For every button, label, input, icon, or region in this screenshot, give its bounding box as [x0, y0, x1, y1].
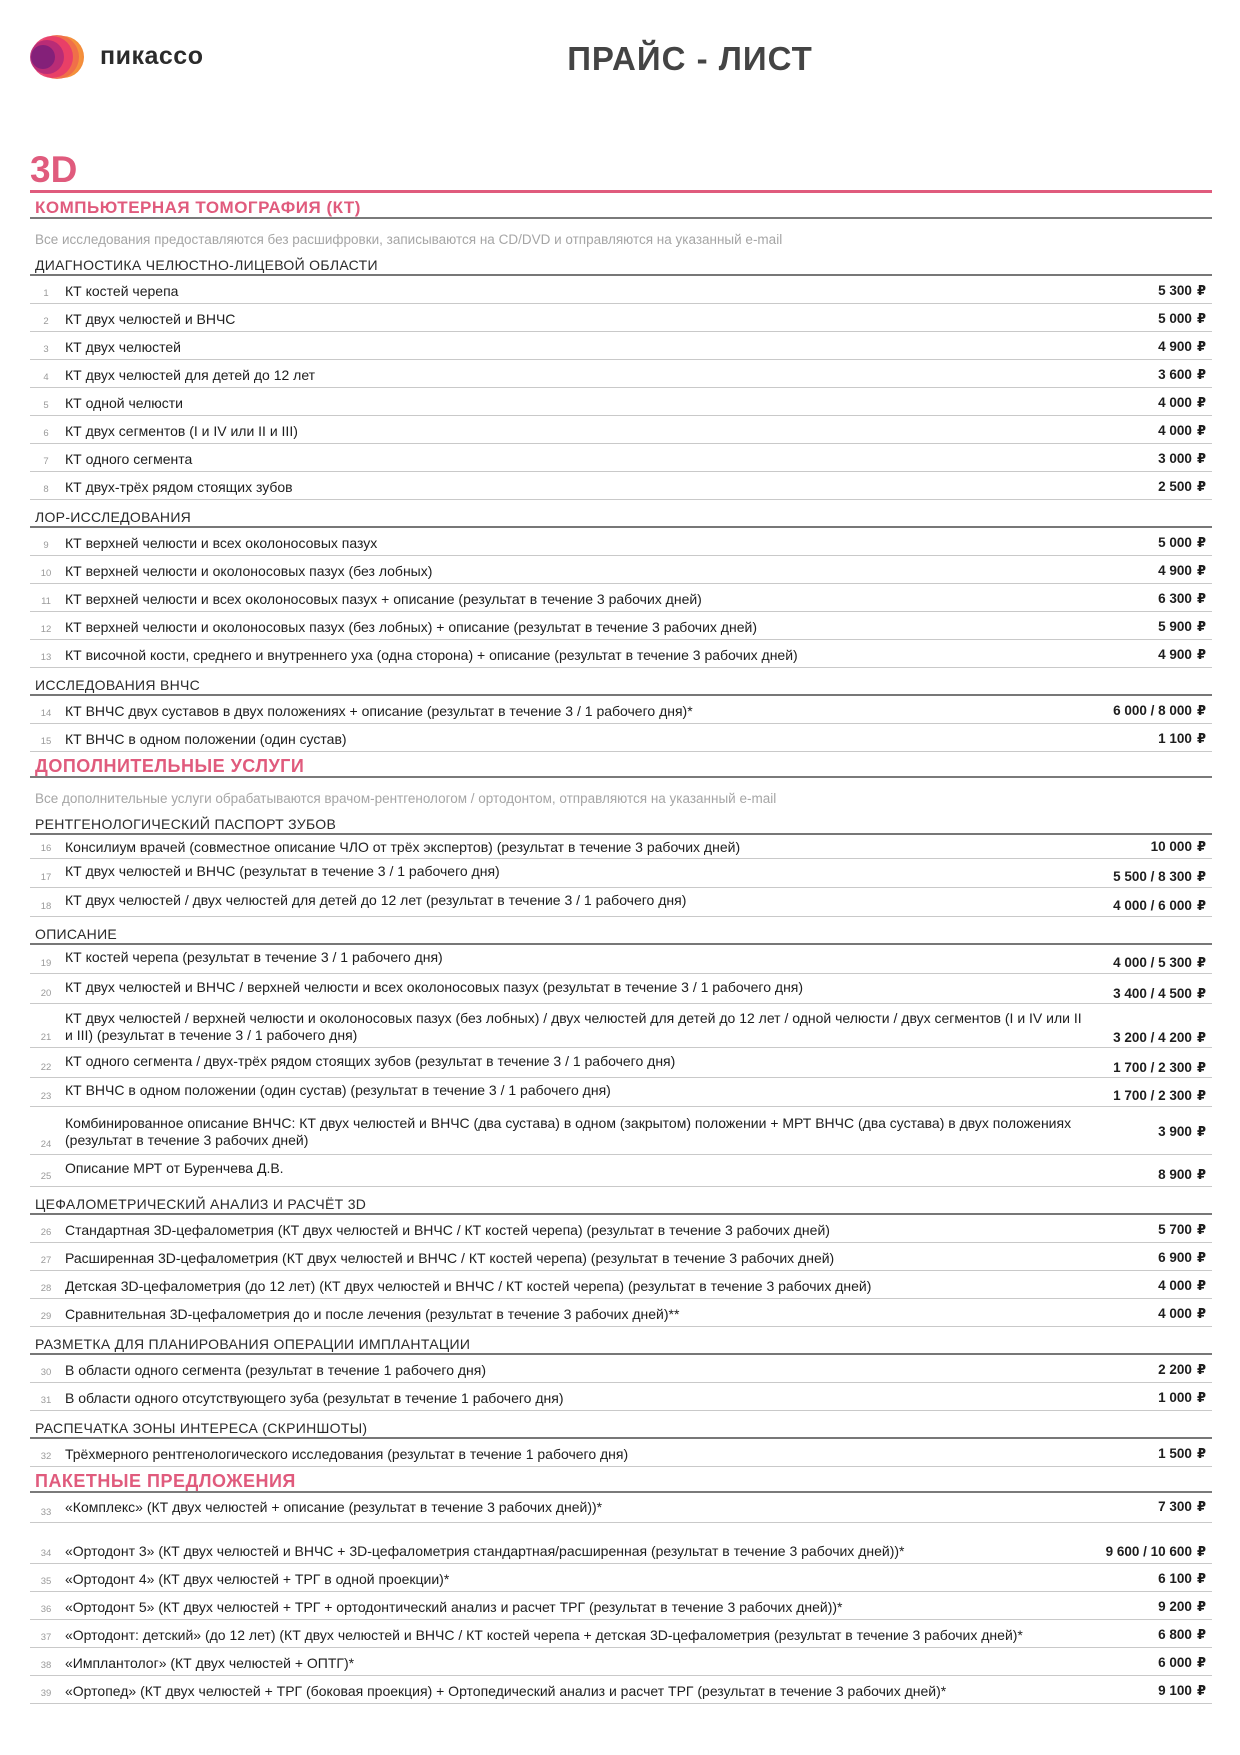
service-price	[1158, 1278, 1206, 1294]
service-description: КТ ВНЧС двух суставов в двух положениях + описание (результат в течение 3 / 1 рабочего дня)*	[65, 703, 693, 719]
price-value: 1 700 / 2 300	[1113, 1060, 1192, 1075]
ruble-icon: ₽	[1196, 395, 1206, 410]
price-value: 1 000	[1158, 1390, 1192, 1405]
price-row	[30, 1215, 1212, 1243]
service-description: «Ортопед» (КТ двух челюстей + ТРГ (боковая проекция) + Ортопедический анализ и расчет ТРГ (результат в течение 3 рабочих дней)*	[65, 1683, 947, 1699]
service-description: «Ортодонт 3» (КТ двух челюстей и ВНЧС + 3D-цефалометрия стандартная/расширенная (результат в течение 3 рабочих дней))*	[65, 1543, 905, 1559]
group-title: ЦЕФАЛОМЕТРИЧЕСКИЙ АНАЛИЗ И РАСЧЁТ 3D	[30, 1187, 1212, 1215]
price-value: 6 900	[1158, 1250, 1192, 1265]
price-value: 4 000	[1158, 395, 1192, 410]
row-number: 27	[40, 1255, 52, 1266]
price-value: 4 900	[1158, 339, 1192, 354]
ruble-icon: ₽	[1196, 1655, 1206, 1670]
row-number: 17	[40, 872, 52, 883]
service-price	[1158, 1390, 1206, 1406]
row-number: 38	[40, 1660, 52, 1671]
price-row	[30, 1592, 1212, 1620]
price-value: 6 000	[1158, 1655, 1192, 1670]
service-price	[1158, 1683, 1206, 1699]
ruble-icon: ₽	[1196, 986, 1206, 1001]
service-description: КТ двух сегментов (I и IV или II и III)	[65, 423, 298, 439]
service-description: «Ортодонт 5» (КТ двух челюстей + ТРГ + ортодонтический анализ и расчет ТРГ (результат в течение 3 рабочих дней))*	[65, 1599, 843, 1615]
price-value: 6 800	[1158, 1627, 1192, 1642]
ruble-icon: ₽	[1196, 479, 1206, 494]
group-title: ИССЛЕДОВАНИЯ ВНЧС	[30, 668, 1212, 696]
service-price	[1158, 395, 1206, 411]
ruble-icon: ₽	[1196, 1499, 1206, 1514]
service-price	[1158, 1222, 1206, 1238]
service-price	[1158, 1167, 1206, 1183]
price-value: 6 300	[1158, 591, 1192, 606]
price-row	[30, 1078, 1212, 1107]
ruble-icon: ₽	[1196, 591, 1206, 606]
price-row	[30, 1271, 1212, 1299]
ruble-icon: ₽	[1196, 563, 1206, 578]
ruble-icon: ₽	[1196, 1446, 1206, 1461]
row-number: 7	[43, 456, 49, 467]
ruble-icon: ₽	[1196, 1222, 1206, 1237]
row-number: 22	[40, 1062, 52, 1073]
ruble-icon: ₽	[1196, 647, 1206, 662]
price-row	[30, 1676, 1212, 1704]
service-description: КТ костей черепа	[65, 283, 179, 299]
row-number: 26	[40, 1227, 52, 1238]
price-value: 9 600 / 10 600	[1105, 1544, 1192, 1559]
service-description: «Ортодонт: детский» (до 12 лет) (КТ двух челюстей и ВНЧС / КТ костей черепа + детская 3D-цефалометрия (результат в течение 3 рабочих дней)*	[65, 1627, 1023, 1643]
service-price	[1113, 986, 1206, 1002]
service-price	[1158, 339, 1206, 355]
group-title: ДИАГНОСТИКА ЧЕЛЮСТНО-ЛИЦЕВОЙ ОБЛАСТИ	[30, 248, 1212, 276]
service-price	[1113, 898, 1206, 914]
ruble-icon: ₽	[1196, 898, 1206, 913]
row-number: 25	[40, 1171, 52, 1182]
service-description: Трёхмерного рентгенологического исследования (результат в течение 1 рабочего дня)	[65, 1446, 629, 1462]
price-row	[30, 332, 1212, 360]
price-row	[30, 724, 1212, 752]
service-price	[1158, 311, 1206, 327]
ruble-icon: ₽	[1196, 1544, 1206, 1559]
ruble-icon: ₽	[1196, 1571, 1206, 1586]
service-description: КТ одного сегмента / двух-трёх рядом стоящих зубов (результат в течение 3 / 1 рабочего дня)	[65, 1053, 676, 1069]
ruble-icon: ₽	[1196, 423, 1206, 438]
service-price	[1158, 479, 1206, 495]
ruble-icon: ₽	[1196, 1599, 1206, 1614]
row-number: 32	[40, 1451, 52, 1462]
price-value: 3 000	[1158, 451, 1192, 466]
price-row	[30, 1243, 1212, 1271]
row-number: 14	[40, 708, 52, 719]
price-value: 1 700 / 2 300	[1113, 1088, 1192, 1103]
service-price	[1158, 1362, 1206, 1378]
price-list	[30, 150, 1212, 1704]
row-number: 12	[40, 624, 52, 635]
service-price	[1106, 1544, 1206, 1560]
row-number: 34	[40, 1548, 52, 1559]
price-value: 3 600	[1158, 367, 1192, 382]
service-description: КТ двух челюстей и ВНЧС (результат в течение 3 / 1 рабочего дня)	[65, 863, 500, 879]
service-description: КТ одной челюсти	[65, 395, 183, 411]
service-description: Описание МРТ от Буренчева Д.В.	[65, 1160, 284, 1176]
ruble-icon: ₽	[1196, 367, 1206, 382]
price-value: 5 700	[1158, 1222, 1192, 1237]
service-price	[1158, 283, 1206, 299]
price-row	[30, 444, 1212, 472]
ruble-icon: ₽	[1196, 703, 1206, 718]
service-price	[1158, 1599, 1206, 1615]
ruble-icon: ₽	[1196, 535, 1206, 550]
ruble-icon: ₽	[1196, 1278, 1206, 1293]
service-price	[1158, 647, 1206, 663]
price-row	[30, 1299, 1212, 1327]
price-row	[30, 556, 1212, 584]
section-extra-note: Все дополнительные услуги обрабатываются врачом-рентгенологом / ортодонтом, отправляются на указанный e-mail	[35, 791, 777, 806]
price-value: 1 100	[1158, 731, 1192, 746]
price-value: 9 200	[1158, 1599, 1192, 1614]
service-price	[1113, 1030, 1206, 1046]
price-row	[30, 472, 1212, 500]
ruble-icon: ₽	[1196, 1250, 1206, 1265]
price-value: 4 000	[1158, 1306, 1192, 1321]
service-description: КТ ВНЧС в одном положении (один сустав) (результат в течение 3 / 1 рабочего дня)	[65, 1082, 611, 1098]
service-description: «Имплантолог» (КТ двух челюстей + ОПТГ)*	[65, 1655, 355, 1671]
price-value: 4 000 / 5 300	[1113, 955, 1192, 970]
price-value: 2 500	[1158, 479, 1192, 494]
service-price	[1113, 703, 1206, 719]
service-price	[1158, 423, 1206, 439]
price-row	[30, 859, 1212, 888]
row-number: 15	[40, 736, 52, 747]
price-row	[30, 1648, 1212, 1676]
row-number: 35	[40, 1576, 52, 1587]
price-value: 4 000	[1158, 423, 1192, 438]
service-description: КТ двух челюстей и ВНЧС	[65, 311, 236, 327]
service-price	[1158, 1499, 1206, 1515]
ruble-icon: ₽	[1196, 1124, 1206, 1139]
service-price	[1158, 619, 1206, 635]
section-3d-title: 3D	[30, 149, 78, 190]
ruble-icon: ₽	[1196, 1362, 1206, 1377]
page-header	[0, 0, 1240, 120]
service-price	[1158, 1571, 1206, 1587]
service-description: КТ верхней челюсти и всех околоносовых пазух + описание (результат в течение 3 рабочих дней)	[65, 591, 702, 607]
service-description: Сравнительная 3D-цефалометрия до и после лечения (результат в течение 3 рабочих дней)**	[65, 1306, 680, 1322]
price-value: 6 100	[1158, 1571, 1192, 1586]
section-kt-title: КОМПЬЮТЕРНАЯ ТОМОГРАФИЯ (КТ)	[30, 193, 1212, 219]
section-kt-note: Все исследования предоставляются без расшифровки, записываются на CD/DVD и отправляются на указанный e-mail	[35, 232, 783, 247]
ruble-icon: ₽	[1196, 1088, 1206, 1103]
price-value: 5 500 / 8 300	[1113, 869, 1192, 884]
row-number: 10	[40, 568, 52, 579]
price-value: 7 300	[1158, 1499, 1192, 1514]
price-row	[30, 304, 1212, 332]
service-price	[1158, 1627, 1206, 1643]
service-description: КТ ВНЧС в одном положении (один сустав)	[65, 731, 347, 747]
brand-name: пикассо	[100, 42, 204, 70]
price-row	[30, 612, 1212, 640]
service-description: Расширенная 3D-цефалометрия (КТ двух челюстей и ВНЧС / КТ костей черепа) (результат в течение 3 рабочих дней)	[65, 1250, 835, 1266]
price-value: 5 900	[1158, 619, 1192, 634]
page-title: ПРАЙС - ЛИСТ	[567, 40, 813, 77]
row-number: 21	[40, 1032, 52, 1043]
service-price	[1158, 1655, 1206, 1671]
group-title: РЕНТГЕНОЛОГИЧЕСКИЙ ПАСПОРТ ЗУБОВ	[30, 807, 1212, 835]
section-extra-title: ДОПОЛНИТЕЛЬНЫЕ УСЛУГИ	[30, 752, 1212, 778]
service-price	[1158, 535, 1206, 551]
ruble-icon: ₽	[1196, 955, 1206, 970]
service-description: Комбинированное описание ВНЧС: КТ двух челюстей и ВНЧС (два сустава) в одном (закрытом) положении + МРТ ВНЧС (два сустава) в двух положениях (результат в течение 3 рабочих дней)	[65, 1115, 1072, 1148]
row-number: 19	[40, 958, 52, 969]
row-number: 4	[43, 372, 49, 383]
price-value: 4 900	[1158, 647, 1192, 662]
price-value: 1 500	[1158, 1446, 1192, 1461]
price-value: 5 000	[1158, 311, 1192, 326]
service-description: Стандартная 3D-цефалометрия (КТ двух челюстей и ВНЧС / КТ костей черепа) (результат в течение 3 рабочих дней)	[65, 1222, 830, 1238]
row-number: 29	[40, 1311, 52, 1322]
row-number: 6	[43, 428, 49, 439]
price-row	[30, 1155, 1212, 1187]
price-row	[30, 388, 1212, 416]
row-number: 11	[41, 596, 51, 607]
price-value: 9 100	[1158, 1683, 1192, 1698]
ruble-icon: ₽	[1196, 1167, 1206, 1182]
row-number: 16	[40, 843, 52, 854]
price-row	[30, 276, 1212, 304]
service-description: КТ височной кости, среднего и внутреннего уха (одна сторона) + описание (результат в течение 3 рабочих дней)	[65, 647, 798, 663]
service-price	[1113, 955, 1206, 971]
ruble-icon: ₽	[1196, 731, 1206, 746]
service-description: КТ двух челюстей и ВНЧС / верхней челюсти и всех околоносовых пазух (результат в течение 3 / 1 рабочего дня)	[65, 979, 804, 995]
service-price	[1151, 839, 1206, 855]
price-row	[30, 640, 1212, 668]
service-description: КТ двух челюстей	[65, 339, 181, 355]
service-description: КТ двух-трёх рядом стоящих зубов	[65, 479, 293, 495]
price-row	[30, 1048, 1212, 1078]
price-value: 10 000	[1150, 839, 1192, 854]
ruble-icon: ₽	[1196, 869, 1206, 884]
price-row	[30, 360, 1212, 388]
row-number: 13	[40, 652, 52, 663]
service-price	[1158, 1446, 1206, 1462]
service-description: КТ двух челюстей / двух челюстей для детей до 12 лет (результат в течение 3 / 1 рабочего дня)	[65, 892, 687, 908]
ruble-icon: ₽	[1196, 1306, 1206, 1321]
price-row	[30, 1004, 1212, 1048]
price-row	[30, 584, 1212, 612]
group-title: РАСПЕЧАТКА ЗОНЫ ИНТЕРЕСА (СКРИНШОТЫ)	[30, 1411, 1212, 1439]
price-row	[30, 1523, 1212, 1564]
price-row	[30, 1620, 1212, 1648]
service-description: КТ верхней челюсти и околоносовых пазух (без лобных) + описание (результат в течение 3 рабочих дней)	[65, 619, 757, 635]
price-value: 3 200 / 4 200	[1113, 1030, 1192, 1045]
price-row	[30, 1107, 1212, 1155]
ruble-icon: ₽	[1196, 451, 1206, 466]
service-price	[1158, 1306, 1206, 1322]
price-row	[30, 835, 1212, 859]
row-number: 3	[43, 344, 49, 355]
ruble-icon: ₽	[1196, 283, 1206, 298]
row-number: 5	[43, 400, 49, 411]
service-price	[1158, 451, 1206, 467]
row-number: 24	[40, 1139, 52, 1150]
row-number: 37	[40, 1632, 52, 1643]
row-number: 33	[40, 1507, 52, 1518]
price-value: 4 000 / 6 000	[1113, 898, 1192, 913]
price-value: 5 000	[1158, 535, 1192, 550]
row-number: 8	[43, 484, 49, 495]
ruble-icon: ₽	[1196, 1683, 1206, 1698]
ruble-icon: ₽	[1196, 1030, 1206, 1045]
price-value: 4 900	[1158, 563, 1192, 578]
group-title: ЛОР-ИССЛЕДОВАНИЯ	[30, 500, 1212, 528]
price-value: 4 000	[1158, 1278, 1192, 1293]
row-number: 39	[40, 1688, 52, 1699]
service-price	[1158, 1250, 1206, 1266]
service-price	[1158, 591, 1206, 607]
row-number: 1	[43, 288, 49, 299]
price-value: 3 900	[1158, 1124, 1192, 1139]
ruble-icon: ₽	[1196, 619, 1206, 634]
price-row	[30, 1383, 1212, 1411]
service-description: Детская 3D-цефалометрия (до 12 лет) (КТ двух челюстей и ВНЧС / КТ костей черепа) (результат в течение 3 рабочих дней)	[65, 1278, 872, 1294]
service-description: В области одного отсутствующего зуба (результат в течение 1 рабочего дня)	[65, 1390, 564, 1406]
row-number: 28	[40, 1283, 52, 1294]
price-row	[30, 1355, 1212, 1383]
service-description: КТ верхней челюсти и всех околоносовых пазух	[65, 535, 378, 551]
price-value: 3 400 / 4 500	[1113, 986, 1192, 1001]
service-description: «Ортодонт 4» (КТ двух челюстей + ТРГ в одной проекции)*	[65, 1571, 450, 1587]
ruble-icon: ₽	[1196, 311, 1206, 326]
row-number: 9	[43, 540, 49, 551]
price-row	[30, 416, 1212, 444]
ruble-icon: ₽	[1196, 339, 1206, 354]
price-row	[30, 974, 1212, 1004]
service-price	[1113, 1060, 1206, 1076]
price-value: 6 000 / 8 000	[1113, 703, 1192, 718]
group-title: РАЗМЕТКА ДЛЯ ПЛАНИРОВАНИЯ ОПЕРАЦИИ ИМПЛАНТАЦИИ	[30, 1327, 1212, 1355]
row-number: 2	[43, 316, 49, 327]
row-number: 18	[40, 901, 52, 912]
row-number: 30	[40, 1367, 52, 1378]
price-value: 2 200	[1158, 1362, 1192, 1377]
service-price	[1158, 367, 1206, 383]
price-row	[30, 696, 1212, 724]
service-description: «Комплекс» (КТ двух челюстей + описание (результат в течение 3 рабочих дней))*	[65, 1499, 603, 1515]
row-number: 23	[40, 1091, 52, 1102]
service-description: Консилиум врачей (совместное описание ЧЛО от трёх экспертов) (результат в течение 3 рабочих дней)	[65, 839, 741, 855]
service-description: В области одного сегмента (результат в течение 1 рабочего дня)	[65, 1362, 487, 1378]
ruble-icon: ₽	[1196, 1060, 1206, 1075]
price-row	[30, 528, 1212, 556]
price-row	[30, 1439, 1212, 1467]
service-price	[1158, 1124, 1206, 1140]
price-row	[30, 1564, 1212, 1592]
ruble-icon: ₽	[1196, 1627, 1206, 1642]
service-price	[1113, 869, 1206, 885]
service-description: КТ двух челюстей / верхней челюсти и околоносовых пазух (без лобных) / двух челюстей для детей до 12 лет / одной челюсти / двух сегментов (I и IV или II и III) (результат в течение 3 / 1 рабочего дня)	[65, 1010, 1082, 1043]
price-value: 8 900	[1158, 1167, 1192, 1182]
price-row	[30, 945, 1212, 974]
service-description: КТ двух челюстей для детей до 12 лет	[65, 367, 316, 383]
price-row	[30, 1493, 1212, 1523]
row-number: 36	[40, 1604, 52, 1615]
price-value: 5 300	[1158, 283, 1192, 298]
service-description: КТ одного сегмента	[65, 451, 193, 467]
service-price	[1158, 731, 1206, 747]
ruble-icon: ₽	[1196, 1390, 1206, 1405]
service-price	[1158, 563, 1206, 579]
service-description: КТ костей черепа (результат в течение 3 / 1 рабочего дня)	[65, 949, 443, 965]
group-title: ОПИСАНИЕ	[30, 917, 1212, 945]
service-price	[1113, 1088, 1206, 1104]
row-number: 20	[40, 988, 52, 999]
service-description: КТ верхней челюсти и околоносовых пазух (без лобных)	[65, 563, 433, 579]
price-row	[30, 888, 1212, 917]
section-packages-title: ПАКЕТНЫЕ ПРЕДЛОЖЕНИЯ	[30, 1467, 1212, 1493]
ruble-icon: ₽	[1196, 839, 1206, 854]
row-number: 31	[40, 1395, 52, 1406]
